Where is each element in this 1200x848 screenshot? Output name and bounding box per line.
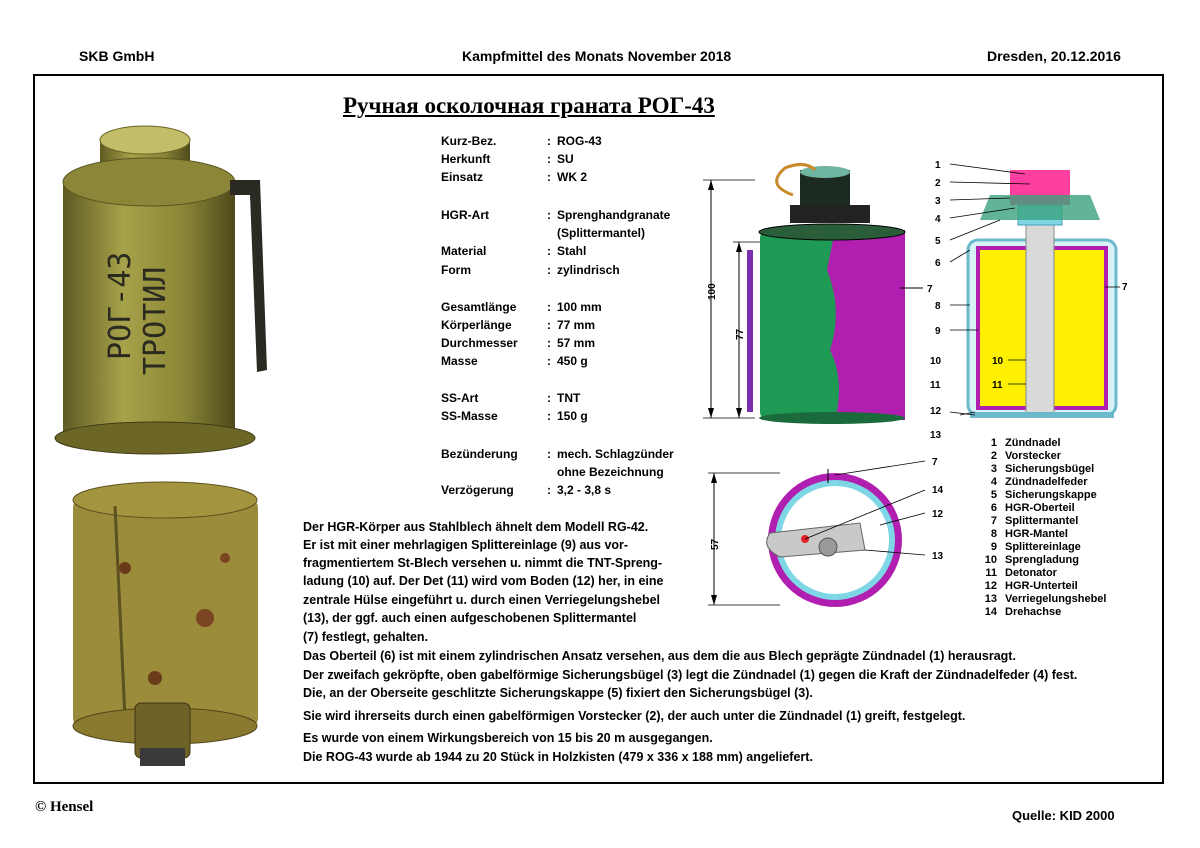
cutaway-callout-1: 1 — [935, 160, 941, 171]
description-line: Die, an der Oberseite geschlitzte Sicherungskappe (5) fixiert den Sicherungsbügel (3). — [303, 686, 813, 700]
cutaway-callout-8: 8 — [935, 301, 941, 312]
description-line: Sie wird ihrerseits durch einen gabelförmigen Vorstecker (2), der auch unter die Zündnadel (1) greift, festgelegt. — [303, 709, 966, 723]
legend-item: 3 Sicherungsbügel — [990, 463, 1095, 475]
legend-item: 4 Zündnadelfeder — [990, 476, 1088, 488]
description-line: (13), der ggf. auch einen aufgeschobenen Splittermantel — [303, 611, 637, 625]
cross-callout-12: 12 — [932, 509, 944, 520]
side-callout-7: 7 — [927, 284, 933, 295]
parts-legend — [975, 437, 1106, 619]
legend-item: 1 Zündnadel — [990, 437, 1061, 449]
company-name: SKB GmbH — [79, 48, 155, 64]
photo-marking-1: РОГ-43 — [103, 251, 138, 360]
photo-marking-2: ТРОТИЛ — [138, 266, 173, 375]
place-date: Dresden, 20.12.2016 — [987, 48, 1121, 64]
cutaway-callout-10: 10 — [930, 356, 942, 367]
legend-item: 5 Sicherungskappe — [990, 489, 1097, 501]
cutaway-callout-4: 4 — [935, 214, 941, 225]
dim-body-length: 77 — [735, 328, 746, 340]
grenade-side-view-drawing — [695, 150, 935, 435]
cutaway-inner-11: 11 — [992, 380, 1003, 391]
cutaway-callout-11: 11 — [930, 380, 941, 391]
dim-diameter: 57 — [710, 538, 721, 550]
grenade-cross-section-drawing — [700, 455, 965, 620]
cutaway-callout-5: 5 — [935, 236, 941, 247]
legend-item: 13 Verriegelungshebel — [984, 593, 1107, 605]
description-line: Es wurde von einem Wirkungsbereich von 15 bis 20 m ausgegangen. — [303, 731, 713, 745]
cross-callout-14: 14 — [932, 485, 944, 496]
cutaway-callout-9: 9 — [935, 326, 941, 337]
description-line: (7) festlegt, gehalten. — [303, 630, 429, 644]
legend-item: 7 Splittermantel — [990, 515, 1079, 527]
legend-item: 12 HGR-Unterteil — [984, 580, 1078, 592]
legend-item: 8 HGR-Mantel — [990, 528, 1068, 540]
cutaway-callout-3: 3 — [935, 196, 941, 207]
description-line: Der HGR-Körper aus Stahlblech ähnelt dem Modell RG-42. — [303, 520, 649, 534]
legend-item: 14 Drehachse — [984, 606, 1062, 618]
description-line: Die ROG-43 wurde ab 1944 zu 20 Stück in Holzkisten (479 x 336 x 188 mm) angeliefert. — [303, 750, 813, 764]
legend-item: 6 HGR-Oberteil — [990, 502, 1075, 514]
grenade-photo-bottom — [55, 478, 275, 778]
cutaway-callout-7: 7 — [1122, 282, 1128, 293]
cross-callout-13: 13 — [932, 551, 944, 562]
description-line: Das Oberteil (6) ist mit einem zylindrischen Ansatz versehen, aus dem die aus Blech geprägte Zündnadel (1) herausragt. — [303, 649, 1016, 663]
legend-item: 2 Vorstecker — [990, 450, 1062, 462]
cutaway-callout-2: 2 — [935, 178, 941, 189]
description-line: fragmentiertem St-Blech versehen u. nimmt die TNT-Spreng- — [303, 556, 663, 570]
grenade-cutaway-drawing — [930, 150, 1130, 440]
description-line: zentrale Hülse eingeführt u. durch einen Verriegelungshebel — [303, 593, 661, 607]
grenade-photo-top — [45, 110, 295, 470]
cross-callout-7: 7 — [932, 457, 938, 468]
description-line: Der zweifach gekröpfte, oben gabelförmige Sicherungsbügel (3) legt die Zündnadel (1) gegen die Kraft der Zündnadelfeder (4) fest. — [303, 668, 1078, 682]
description-line: ladung (10) auf. Der Det (11) wird vom Boden (12) her, in eine — [303, 574, 664, 588]
legend-item: 10 Sprengladung — [984, 554, 1079, 566]
description-line: Er ist mit einer mehrlagigen Splittereinlage (9) aus vor- — [303, 538, 629, 552]
legend-item: 9 Splittereinlage — [990, 541, 1081, 553]
cutaway-callout-13: 13 — [930, 430, 942, 441]
cutaway-callout-12: 12 — [930, 406, 942, 417]
document-subject: Kampfmittel des Monats November 2018 — [462, 48, 732, 64]
cutaway-callout-6: 6 — [935, 258, 941, 269]
cutaway-inner-10: 10 — [992, 356, 1004, 367]
legend-item: 11 Detonator — [985, 567, 1057, 579]
dim-total-length: 100 — [707, 283, 718, 300]
author-credit: © Hensel — [35, 799, 94, 815]
source-credit: Quelle: KID 2000 — [1012, 808, 1115, 823]
page-title: Ручная осколочная граната РОГ-43 — [343, 93, 715, 118]
